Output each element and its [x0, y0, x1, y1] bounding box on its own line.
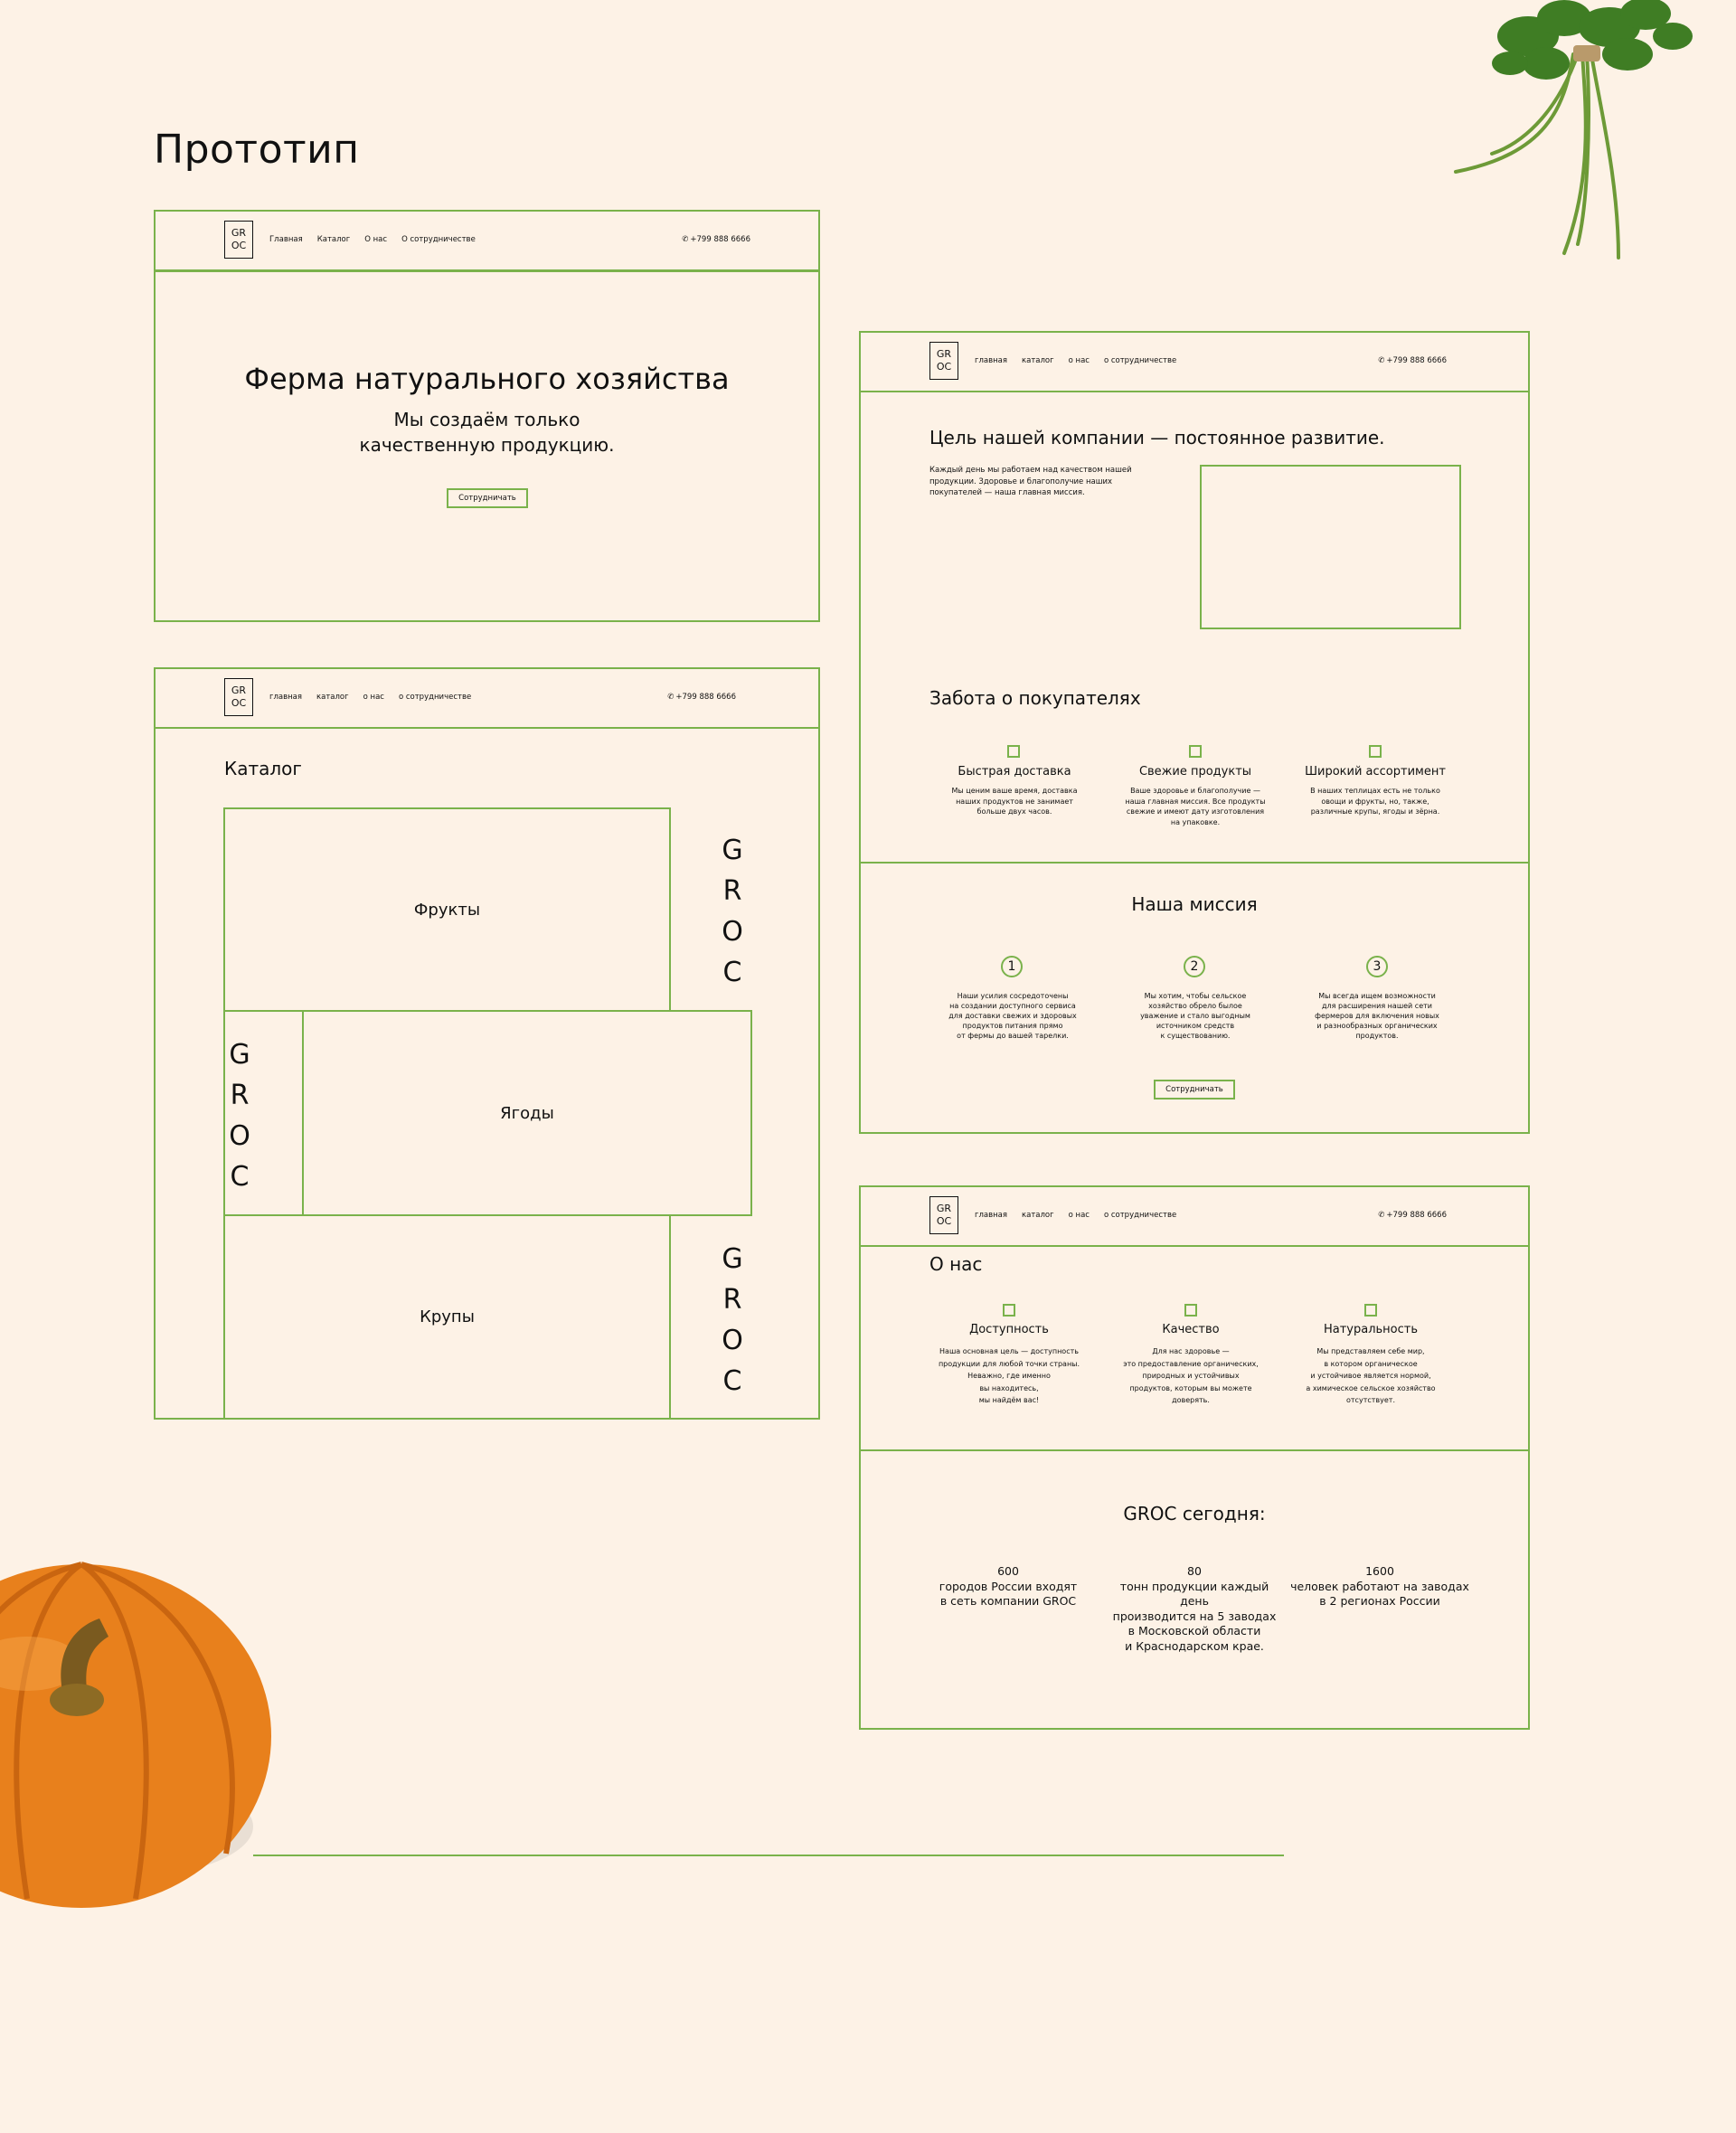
- phone-link[interactable]: ✆ +799 888 6666: [667, 693, 736, 702]
- stat-value-2: 80: [1187, 1564, 1202, 1578]
- stat-1: 600 городов России входят в сеть компании GROC: [918, 1564, 1099, 1609]
- cooperate-button[interactable]: Сотрудничать: [447, 488, 528, 508]
- phone-link[interactable]: ✆ +799 888 6666: [1378, 356, 1447, 365]
- stat-value-3: 1600: [1365, 1564, 1394, 1578]
- company-nav-divider: [859, 391, 1530, 392]
- stat-3: 1600 человек работают на заводах в 2 регионах России: [1280, 1564, 1479, 1609]
- mission-number-2: 2: [1184, 956, 1205, 977]
- catalog-nav: [224, 667, 736, 727]
- about-icon-3: [1364, 1304, 1377, 1317]
- about-icon-2: [1184, 1304, 1197, 1317]
- catalog-left-line-mid: [223, 1010, 225, 1216]
- nav-link-about[interactable]: О нас: [364, 235, 388, 244]
- nav-link-cooperation[interactable]: о сотрудничестве: [1103, 356, 1177, 365]
- goal-image-placeholder: [1200, 465, 1461, 629]
- about-title-3: Натуральность: [1323, 1323, 1419, 1336]
- care-title-2: Свежие продукты: [1138, 765, 1252, 779]
- about-text-1: Наша основная цель — доступность продукции для любой точки страны. Неважно, где именно вы находитесь, мы найдём вас!: [938, 1347, 1080, 1404]
- phone-icon: ✆: [1378, 1211, 1385, 1220]
- about-nav-divider: [859, 1245, 1530, 1247]
- nav-link-home[interactable]: Главная: [269, 235, 303, 244]
- phone-icon: ✆: [1378, 356, 1385, 365]
- catalog-nav-divider: [154, 727, 820, 729]
- mission-divider: [859, 862, 1530, 864]
- nav-link-home[interactable]: главная: [975, 356, 1007, 365]
- hero-subtitle-2: качественную продукцию.: [359, 434, 615, 456]
- herb-bunch-decoration: [1438, 0, 1736, 262]
- phone-link[interactable]: ✆ +799 888 6666: [1378, 1211, 1447, 1220]
- mission-text-1: Наши усилия сосредоточены на создании доступного сервиса для доставки свежих и здоровых продуктов питания прямо от фермы до вашей тарелки.: [948, 992, 1077, 1040]
- vertical-brand-text-2: G R O C: [229, 1039, 250, 1193]
- mission-number-3: 3: [1366, 956, 1388, 977]
- nav-link-cooperation[interactable]: о сотрудничестве: [398, 693, 472, 702]
- about-nav: [929, 1185, 1447, 1245]
- care-icon-3: [1369, 745, 1382, 758]
- catalog-item-fruits[interactable]: Фрукты: [223, 807, 671, 1012]
- mission-heading: Наша миссия: [1131, 893, 1258, 915]
- today-divider: [859, 1449, 1530, 1451]
- nav-link-catalog[interactable]: каталог: [1022, 356, 1054, 365]
- nav-link-cooperation[interactable]: О сотрудничестве: [401, 235, 476, 244]
- nav-links: [269, 693, 471, 702]
- care-text-2: Ваше здоровье и благополучие — наша главная миссия. Все продукты свежие и имеют дату изготовления на упаковке.: [1125, 787, 1266, 826]
- stat-2: 80 тонн продукции каждый день производится на 5 заводах в Московской области и Краснодарском крае.: [1104, 1564, 1285, 1654]
- vertical-brand-text-3: G R O C: [722, 1243, 743, 1397]
- phone-icon: ✆: [667, 693, 675, 702]
- hero-subtitle-1: Мы создаём только: [393, 409, 580, 430]
- care-title-3: Широкий ассортимент: [1305, 765, 1446, 779]
- vertical-brand-text-1: G R O C: [722, 835, 743, 988]
- care-heading: Забота о покупателях: [929, 687, 1141, 709]
- catalog-item-grains[interactable]: Крупы: [223, 1214, 671, 1420]
- nav-link-catalog[interactable]: Каталог: [316, 235, 351, 244]
- hero-heading: Ферма натурального хозяйства: [244, 362, 730, 396]
- goal-heading: Цель нашей компании — постоянное развитие.: [929, 427, 1385, 448]
- bottom-divider-line: [253, 1855, 1284, 1856]
- about-title-1: Доступность: [969, 1323, 1049, 1336]
- nav-link-catalog[interactable]: каталог: [316, 693, 349, 702]
- mission-cooperate-button[interactable]: Сотрудничать: [1154, 1080, 1235, 1100]
- catalog-heading: Каталог: [224, 758, 302, 779]
- nav-link-cooperation[interactable]: о сотрудничестве: [1103, 1211, 1177, 1220]
- page-title: Прототип: [154, 127, 360, 173]
- nav-links: [975, 1211, 1176, 1220]
- nav-links: [975, 356, 1176, 365]
- hero-nav: [224, 210, 750, 269]
- nav-link-home[interactable]: главная: [269, 693, 302, 702]
- care-text-3: В наших теплицах есть не только овощи и фрукты, но, также, различные крупы, ягоды и зёрна.: [1310, 787, 1440, 816]
- care-title-1: Быстрая доставка: [958, 765, 1071, 779]
- nav-link-about[interactable]: о нас: [1068, 1211, 1090, 1220]
- logo[interactable]: GR OC: [224, 221, 253, 259]
- company-nav: [929, 331, 1447, 391]
- today-heading: GROC сегодня:: [1123, 1503, 1266, 1524]
- phone-link[interactable]: ✆ +799 888 6666: [682, 235, 750, 244]
- about-text-3: Мы представляем себе мир, в котором органическое и устойчивое является нормой, а химическое сельское хозяйство отсутствует.: [1306, 1347, 1436, 1404]
- nav-link-about[interactable]: о нас: [1068, 356, 1090, 365]
- logo[interactable]: GR OC: [929, 1196, 958, 1234]
- logo[interactable]: GR OC: [224, 678, 253, 716]
- nav-link-catalog[interactable]: каталог: [1022, 1211, 1054, 1220]
- pumpkin-decoration: [0, 1528, 298, 1935]
- about-text-2: Для нас здоровье — это предоставление органических, природных и устойчивых продуктов, которым вы можете доверять.: [1123, 1347, 1259, 1404]
- mission-text-2: Мы хотим, чтобы сельское хозяйство обрело былое уважение и стало выгодным источником средств к существованию.: [1140, 992, 1250, 1040]
- stat-value-1: 600: [997, 1564, 1019, 1578]
- hero-nav-divider: [154, 269, 820, 272]
- goal-text: Каждый день мы работаем над качеством нашей продукции. Здоровье и благополучие наших покупателей — наша главная миссия.: [929, 466, 1132, 497]
- care-icon-2: [1189, 745, 1202, 758]
- about-heading: О нас: [929, 1253, 983, 1275]
- mission-number-1: 1: [1001, 956, 1023, 977]
- logo[interactable]: GR OC: [929, 342, 958, 380]
- about-icon-1: [1003, 1304, 1015, 1317]
- about-title-2: Качество: [1162, 1323, 1220, 1336]
- nav-link-home[interactable]: главная: [975, 1211, 1007, 1220]
- phone-icon: ✆: [682, 235, 689, 244]
- care-icon-1: [1007, 745, 1020, 758]
- care-text-1: Мы ценим ваше время, доставка наших продуктов не занимает больше двух часов.: [951, 787, 1078, 816]
- nav-link-about[interactable]: о нас: [363, 693, 384, 702]
- mission-text-3: Мы всегда ищем возможности для расширения нашей сети фермеров для включения новых и разнообразных органических продуктов.: [1315, 992, 1439, 1040]
- catalog-item-berries[interactable]: Ягоды: [302, 1010, 752, 1216]
- nav-links: [269, 235, 476, 244]
